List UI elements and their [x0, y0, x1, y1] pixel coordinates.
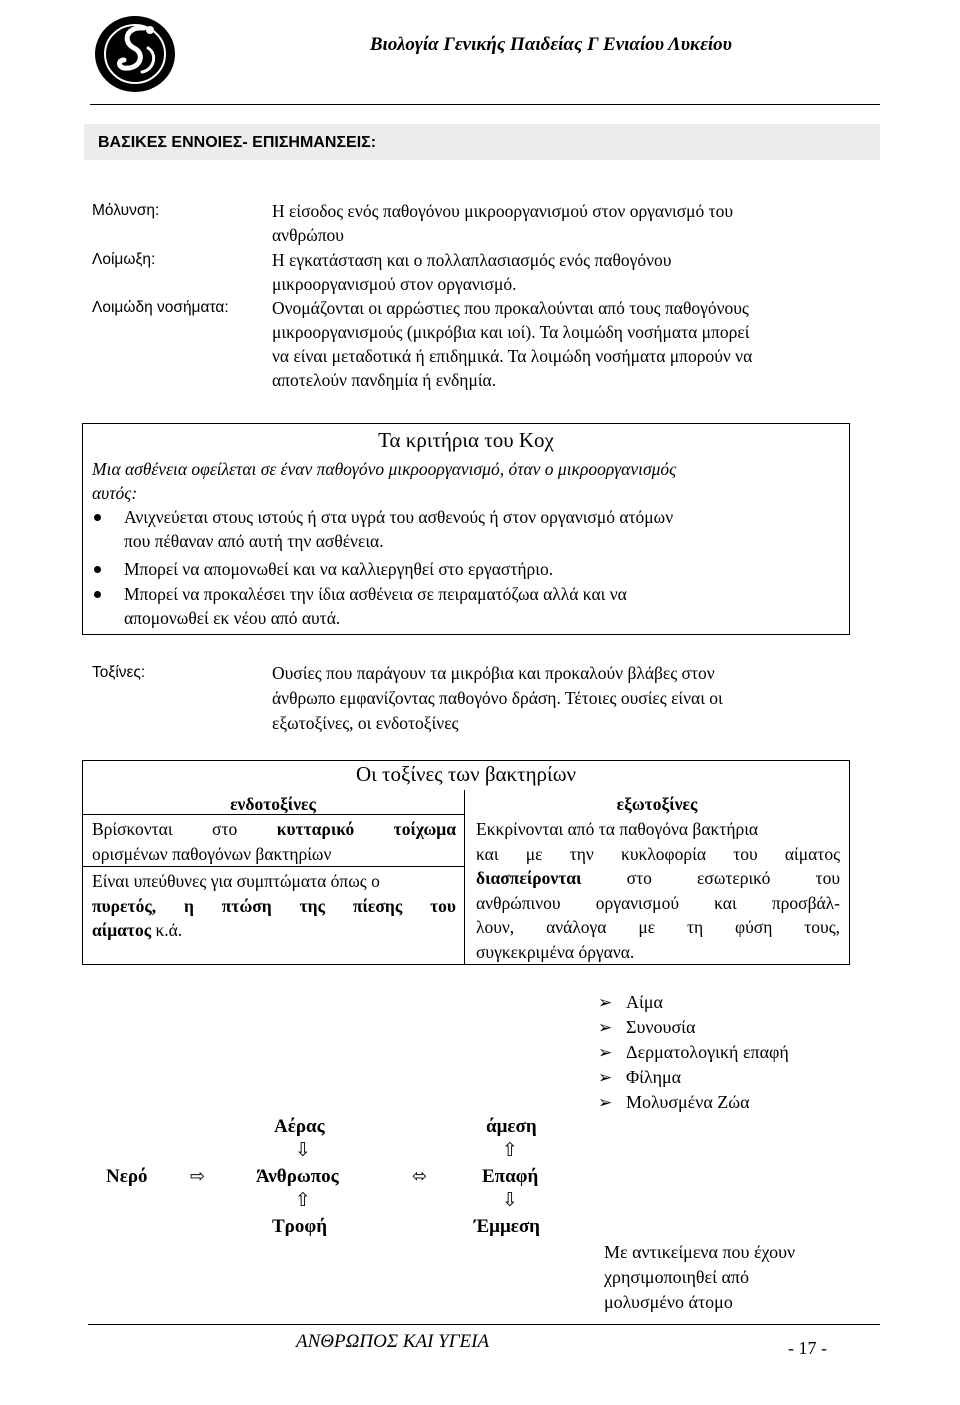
cell-bold-text: πυρετός, η πτώση της πίεσης του	[92, 895, 456, 916]
koch-criterion-3	[124, 582, 838, 630]
cell-text: συγκεκριμένα όργανα.	[476, 941, 635, 962]
koch-criterion-2	[124, 557, 838, 581]
definition-term-contagion: Λοίμωξη:	[92, 251, 156, 268]
koch-title: Τα κριτήρια του Κοχ	[378, 428, 554, 452]
definition-line: Η εγκατάσταση και ο πολλαπλασιασμός ενός παθογόνου	[272, 250, 672, 270]
definition-text-toxins	[272, 661, 868, 736]
arrowhead-icon: ➢	[598, 1093, 613, 1113]
cell-text: ορισμένων παθογόνων βακτηρίων	[92, 843, 332, 864]
koch-criterion-line: που πέθαναν από αυτή την ασθένεια.	[124, 531, 384, 551]
toxin-table-header-exotoxins: εξωτοξίνες	[616, 794, 698, 814]
arrow-up-icon: ⇧	[295, 1189, 311, 1211]
footer-divider	[88, 1324, 880, 1325]
endotoxin-symptoms-cell	[92, 869, 456, 943]
cell-text: στο εσωτερικό του	[581, 868, 840, 888]
objects-note-line: Με αντικείμενα που έχουν	[604, 1242, 796, 1262]
definition-line: άνθρωπο εμφανίζοντας παθογόνο δράση. Τέτοιες ουσίες είναι οι	[272, 688, 723, 708]
logo-icon	[92, 8, 178, 94]
diagram-food: Τροφή	[272, 1216, 327, 1237]
section-title: ΒΑΣΙΚΕΣ ΕΝΝΟΙΕΣ- ΕΠΙΣΗΜΑΝΣΕΙΣ:	[98, 134, 377, 151]
definition-text-contagion	[272, 248, 868, 296]
page-number: - 17 -	[788, 1338, 827, 1358]
definition-text-infectious-diseases	[272, 296, 868, 392]
contact-list-item: Μολυσμένα Ζώα	[626, 1092, 750, 1112]
koch-criterion-1	[124, 505, 838, 553]
cell-bold-text: κυτταρικό τοίχωμα	[276, 819, 456, 839]
koch-criterion-line: Μπορεί να απομονωθεί και να καλλιεργηθεί στο εργαστήριο.	[124, 559, 554, 579]
cell-text: Είναι υπεύθυνες για συμπτώματα όπως ο	[92, 871, 380, 891]
toxin-table-header-endotoxins: ενδοτοξίνες	[230, 794, 316, 814]
header-title: Βιολογία Γενικής Παιδείας Γ Ενιαίου Λυκείου	[369, 34, 732, 55]
contact-list-item: Αίμα	[626, 992, 663, 1012]
diagram-water: Νερό	[106, 1166, 148, 1187]
contact-list-item: Συνουσία	[626, 1017, 696, 1037]
arrowhead-icon: ➢	[598, 1043, 613, 1063]
diagram-air: Αέρας	[274, 1116, 325, 1137]
koch-intro-line: Μια ασθένεια οφείλεται σε έναν παθογόνο μικροοργανισμό, όταν ο μικροοργανισμός	[92, 459, 677, 479]
arrow-down-icon: ⇩	[502, 1189, 518, 1211]
cell-text: Βρίσκονται στο	[92, 819, 277, 839]
objects-note-line: χρησιμοποιηθεί από	[604, 1267, 749, 1287]
toxin-table-title: Οι τοξίνες των βακτηρίων	[355, 762, 577, 786]
definition-line: Ουσίες που παράγουν τα μικρόβια και προκαλούν βλάβες στον	[272, 663, 715, 683]
objects-note-line: μολυσμένο άτομο	[604, 1292, 733, 1312]
definition-term-infectious-diseases: Λοιμώδη νοσήματα:	[92, 299, 229, 316]
definition-term-toxins: Τοξίνες:	[92, 664, 146, 681]
cell-text: κ.ά.	[151, 920, 183, 940]
diagram-contact: Επαφή	[482, 1166, 539, 1187]
arrow-down-icon: ⇩	[295, 1139, 311, 1161]
header-divider	[90, 104, 880, 105]
definition-line: ανθρώπου	[272, 225, 344, 245]
definition-term-infection: Μόλυνση:	[92, 202, 160, 219]
arrow-left-right-icon: ⬄	[412, 1166, 428, 1187]
cell-text: Εκκρίνονται από τα παθογόνα βακτήρια	[476, 819, 759, 839]
koch-intro-line: αυτός:	[92, 483, 138, 503]
diagram-direct: άμεση	[486, 1116, 537, 1137]
definition-line: εξωτοξίνες, οι ενδοτοξίνες	[272, 713, 459, 733]
bullet-icon	[94, 591, 101, 598]
contact-list-item: Δερματολογική επαφή	[626, 1042, 789, 1062]
arrowhead-icon: ➢	[598, 1068, 613, 1088]
koch-criterion-line: απομονωθεί εκ νέου από αυτά.	[124, 608, 341, 628]
toxin-table	[82, 760, 850, 965]
objects-note	[604, 1240, 795, 1315]
arrow-right-icon: ⇨	[190, 1166, 206, 1187]
koch-intro	[92, 457, 836, 505]
cell-text: ανθρώπινου οργανισμού και προσβάλ-	[476, 892, 840, 913]
arrowhead-icon: ➢	[598, 1018, 613, 1038]
definition-line: μικροοργανισμού στον οργανισμό.	[272, 274, 517, 294]
definition-line: μικροοργανισμούς (μικρόβια και ιοί). Τα λοιμώδη νοσήματα μπορεί	[272, 322, 750, 342]
endotoxin-location-cell	[92, 817, 456, 866]
bullet-icon	[94, 514, 101, 521]
arrowhead-icon: ➢	[598, 993, 613, 1013]
cell-bold-text: διασπείρονται	[476, 868, 582, 888]
koch-criterion-line: Μπορεί να προκαλέσει την ίδια ασθένεια σε πειραματόζωα αλλά και να	[124, 584, 627, 604]
bullet-icon	[94, 566, 101, 573]
definition-line: αποτελούν πανδημία ή ενδημία.	[272, 370, 497, 390]
definition-line: Η είσοδος ενός παθογόνου μικροοργανισμού στον οργανισμό του	[272, 201, 734, 221]
arrow-up-icon: ⇧	[502, 1139, 518, 1161]
definition-line: Ονομάζονται οι αρρώστιες που προκαλούνται από τους παθογόνους	[272, 298, 749, 318]
cell-text: λουν, ανάλογα με τη φύση τους,	[476, 917, 840, 937]
cell-bold-text: αίματος	[92, 920, 152, 940]
definition-line: να είναι μεταδοτικά ή επιδημικά. Τα λοιμώδη νοσήματα μπορούν να	[272, 346, 753, 366]
diagram-indirect: Έμμεση	[474, 1216, 540, 1237]
cell-text: και με την κυκλοφορία του αίματος	[476, 843, 840, 864]
contact-list	[598, 992, 789, 1117]
koch-criterion-line: Ανιχνεύεται στους ιστούς ή στα υγρά του ασθενούς ή στον οργανισμό ατόμων	[124, 507, 674, 527]
diagram-human: Άνθρωπος	[256, 1166, 339, 1187]
exotoxin-description-cell	[476, 817, 840, 964]
footer-title: ΑΝΘΡΩΠΟΣ ΚΑΙ ΥΓΕΙΑ	[296, 1331, 490, 1352]
definition-text-infection	[272, 199, 868, 247]
contact-list-item: Φίλημα	[626, 1067, 682, 1087]
